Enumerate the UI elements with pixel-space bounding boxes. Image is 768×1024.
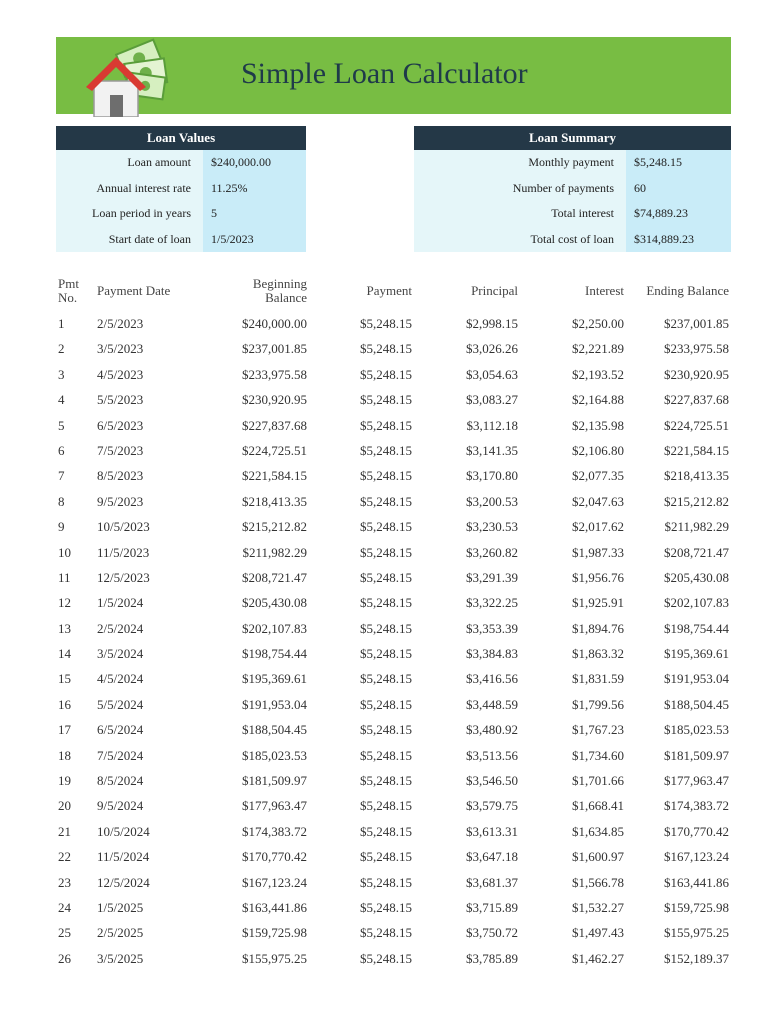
house-with-money-icon xyxy=(84,35,172,117)
loan-summary-panel xyxy=(414,126,731,252)
principal-header: Principal xyxy=(471,283,518,298)
interest-cell: $2,047.63 xyxy=(572,493,624,509)
beginning-balance-cell: $167,123.24 xyxy=(242,874,307,890)
pmt-no-cell: 20 xyxy=(58,798,71,814)
table-row xyxy=(56,413,731,438)
payment-date-cell: 9/5/2024 xyxy=(97,798,144,814)
table-row xyxy=(56,895,731,920)
principal-cell: $3,715.89 xyxy=(466,899,518,915)
payment-date-cell: 11/5/2024 xyxy=(97,849,150,865)
payment-date-cell: 6/5/2024 xyxy=(97,722,144,738)
interest-rate-input[interactable]: 11.25% xyxy=(203,176,306,202)
interest-cell: $1,894.76 xyxy=(572,620,624,636)
pmt-no-cell: 5 xyxy=(58,417,65,433)
principal-cell: $3,353.39 xyxy=(466,620,518,636)
interest-cell: $1,831.59 xyxy=(572,671,624,687)
table-header xyxy=(56,275,731,309)
interest-cell: $2,135.98 xyxy=(572,417,624,433)
principal-cell: $3,291.39 xyxy=(466,569,518,585)
payment-cell: $5,248.15 xyxy=(360,544,412,560)
payment-date-cell: 12/5/2023 xyxy=(97,569,150,585)
loan-amount-row xyxy=(56,150,306,176)
payment-cell: $5,248.15 xyxy=(360,392,412,408)
principal-cell: $3,785.89 xyxy=(466,950,518,966)
payment-cell: $5,248.15 xyxy=(360,620,412,636)
ending-balance-cell: $224,725.51 xyxy=(664,417,729,433)
payment-cell: $5,248.15 xyxy=(360,519,412,535)
interest-cell: $1,532.27 xyxy=(572,899,624,915)
payment-date-cell: 7/5/2023 xyxy=(97,442,144,458)
principal-cell: $3,170.80 xyxy=(466,468,518,484)
start-date-label: Start date of loan xyxy=(56,227,203,253)
payment-date-cell: 1/5/2024 xyxy=(97,595,144,611)
principal-cell: $3,200.53 xyxy=(466,493,518,509)
principal-cell: $3,054.63 xyxy=(466,366,518,382)
interest-header: Interest xyxy=(585,283,624,298)
ending-balance-cell: $170,770.42 xyxy=(664,823,729,839)
beginning-balance-cell: $221,584.15 xyxy=(242,468,307,484)
pmt-no-cell: 15 xyxy=(58,671,71,687)
payment-date-cell: 1/5/2025 xyxy=(97,899,144,915)
ending-balance-cell: $211,982.29 xyxy=(664,519,729,535)
total-cost-value: $314,889.23 xyxy=(626,227,731,253)
payment-cell: $5,248.15 xyxy=(360,823,412,839)
table-row xyxy=(56,768,731,793)
payment-cell: $5,248.15 xyxy=(360,316,412,331)
interest-cell: $1,863.32 xyxy=(572,646,624,662)
table-row xyxy=(56,844,731,869)
beginning-balance-cell: $237,001.85 xyxy=(242,341,307,357)
number-of-payments-value: 60 xyxy=(626,176,731,202)
payment-cell: $5,248.15 xyxy=(360,671,412,687)
payment-date-cell: 9/5/2023 xyxy=(97,493,144,509)
ending-balance-cell: $177,963.47 xyxy=(664,773,729,789)
total-cost-label: Total cost of loan xyxy=(414,227,626,253)
payment-cell: $5,248.15 xyxy=(360,417,412,433)
start-date-row xyxy=(56,227,306,253)
principal-cell: $3,513.56 xyxy=(466,747,518,763)
ending-balance-cell: $215,212.82 xyxy=(664,493,729,509)
beginning-balance-cell: $233,975.58 xyxy=(242,366,307,382)
table-row xyxy=(56,514,731,539)
title-banner xyxy=(56,37,731,114)
table-row xyxy=(56,336,731,361)
loan-period-row xyxy=(56,201,306,227)
table-row xyxy=(56,793,731,818)
interest-cell: $2,250.00 xyxy=(572,316,624,331)
principal-cell: $3,546.50 xyxy=(466,773,518,789)
ending-balance-header: Ending Balance xyxy=(646,283,729,298)
beginning-balance-cell: $188,504.45 xyxy=(242,722,307,738)
payment-date-cell: 6/5/2023 xyxy=(97,417,144,433)
table-row xyxy=(56,641,731,666)
ending-balance-cell: $174,383.72 xyxy=(664,798,729,814)
table-row xyxy=(56,819,731,844)
beginning-balance-header xyxy=(253,277,307,305)
interest-cell: $1,925.91 xyxy=(572,595,624,611)
ending-balance-cell: $221,584.15 xyxy=(664,442,729,458)
payment-date-cell: 7/5/2024 xyxy=(97,747,144,763)
principal-cell: $3,416.56 xyxy=(466,671,518,687)
table-row xyxy=(56,438,731,463)
interest-rate-label: Annual interest rate xyxy=(56,176,203,202)
beginning-balance-cell: $155,975.25 xyxy=(242,950,307,966)
loan-values-heading: Loan Values xyxy=(56,126,306,150)
beginning-header-line1: Beginning xyxy=(252,276,307,291)
table-row xyxy=(56,666,731,691)
interest-cell: $1,462.27 xyxy=(572,950,624,966)
table-row xyxy=(56,946,731,971)
start-date-input[interactable]: 1/5/2023 xyxy=(203,227,306,253)
loan-summary-heading: Loan Summary xyxy=(414,126,731,150)
table-row xyxy=(56,717,731,742)
ending-balance-cell: $191,953.04 xyxy=(664,671,729,687)
beginning-balance-cell: $170,770.42 xyxy=(242,849,307,865)
pmt-no-cell: 16 xyxy=(58,696,71,712)
principal-cell: $3,480.92 xyxy=(466,722,518,738)
pmt-no-cell: 7 xyxy=(58,468,65,484)
interest-cell: $1,634.85 xyxy=(572,823,624,839)
pmt-no-cell: 19 xyxy=(58,773,71,789)
interest-cell: $1,987.33 xyxy=(572,544,624,560)
payment-date-header: Payment Date xyxy=(97,283,171,298)
pmt-no-cell: 26 xyxy=(58,950,71,966)
ending-balance-cell: $208,721.47 xyxy=(664,544,729,560)
payment-date-cell: 4/5/2023 xyxy=(97,366,144,382)
payment-cell: $5,248.15 xyxy=(360,722,412,738)
principal-cell: $3,141.35 xyxy=(466,442,518,458)
payment-cell: $5,248.15 xyxy=(360,646,412,662)
ending-balance-cell: $163,441.86 xyxy=(664,874,729,890)
beginning-balance-cell: $224,725.51 xyxy=(242,442,307,458)
payment-cell: $5,248.15 xyxy=(360,798,412,814)
payment-cell: $5,248.15 xyxy=(360,493,412,509)
table-row xyxy=(56,387,731,412)
interest-cell: $2,017.62 xyxy=(572,519,624,535)
pmt-no-cell: 4 xyxy=(58,392,65,408)
pmt-no-cell: 24 xyxy=(58,899,71,915)
ending-balance-cell: $181,509.97 xyxy=(664,747,729,763)
payment-cell: $5,248.15 xyxy=(360,696,412,712)
interest-cell: $2,077.35 xyxy=(572,468,624,484)
pmt-no-cell: 17 xyxy=(58,722,71,738)
interest-cell: $1,734.60 xyxy=(572,747,624,763)
payment-cell: $5,248.15 xyxy=(360,773,412,789)
interest-cell: $2,221.89 xyxy=(572,341,624,357)
table-row xyxy=(56,743,731,768)
interest-cell: $1,566.78 xyxy=(572,874,624,890)
payment-cell: $5,248.15 xyxy=(360,366,412,382)
pmt-no-cell: 13 xyxy=(58,620,71,636)
beginning-balance-cell: $230,920.95 xyxy=(242,392,307,408)
loan-period-label: Loan period in years xyxy=(56,201,203,227)
interest-cell: $1,497.43 xyxy=(572,925,624,941)
pmt-no-cell: 21 xyxy=(58,823,71,839)
interest-rate-row xyxy=(56,176,306,202)
principal-cell: $3,230.53 xyxy=(466,519,518,535)
amortization-table xyxy=(56,275,731,966)
beginning-balance-cell: $177,963.47 xyxy=(242,798,307,814)
pmt-no-header xyxy=(58,277,79,305)
beginning-balance-cell: $185,023.53 xyxy=(242,747,307,763)
pmt-no-cell: 8 xyxy=(58,493,65,509)
payment-cell: $5,248.15 xyxy=(360,595,412,611)
total-interest-value: $74,889.23 xyxy=(626,201,731,227)
pmt-header-line2: No. xyxy=(58,290,78,305)
beginning-balance-cell: $208,721.47 xyxy=(242,569,307,585)
payment-date-cell: 10/5/2023 xyxy=(97,519,150,535)
table-row xyxy=(56,920,731,945)
interest-cell: $1,668.41 xyxy=(572,798,624,814)
loan-values-panel xyxy=(56,126,306,252)
pmt-no-cell: 22 xyxy=(58,849,71,865)
payment-cell: $5,248.15 xyxy=(360,341,412,357)
payment-date-cell: 3/5/2025 xyxy=(97,950,144,966)
beginning-balance-cell: $159,725.98 xyxy=(242,925,307,941)
pmt-no-cell: 12 xyxy=(58,595,71,611)
total-cost-row xyxy=(414,227,731,253)
number-of-payments-label: Number of payments xyxy=(414,176,626,202)
pmt-no-cell: 10 xyxy=(58,544,71,560)
interest-cell: $1,767.23 xyxy=(572,722,624,738)
pmt-no-cell: 18 xyxy=(58,747,71,763)
payment-date-cell: 8/5/2024 xyxy=(97,773,144,789)
beginning-balance-cell: $195,369.61 xyxy=(242,671,307,687)
pmt-no-cell: 25 xyxy=(58,925,71,941)
principal-cell: $3,083.27 xyxy=(466,392,518,408)
ending-balance-cell: $227,837.68 xyxy=(664,392,729,408)
pmt-no-cell: 3 xyxy=(58,366,65,382)
beginning-balance-cell: $205,430.08 xyxy=(242,595,307,611)
ending-balance-cell: $237,001.85 xyxy=(664,316,729,331)
table-body xyxy=(56,311,731,971)
payment-cell: $5,248.15 xyxy=(360,925,412,941)
ending-balance-cell: $233,975.58 xyxy=(664,341,729,357)
payment-cell: $5,248.15 xyxy=(360,950,412,966)
beginning-balance-cell: $240,000.00 xyxy=(242,316,307,331)
pmt-no-cell: 1 xyxy=(58,316,65,331)
ending-balance-cell: $152,189.37 xyxy=(664,950,729,966)
pmt-no-cell: 9 xyxy=(58,519,65,535)
loan-amount-label: Loan amount xyxy=(56,150,203,176)
beginning-header-line2: Balance xyxy=(265,290,307,305)
interest-cell: $2,106.80 xyxy=(572,442,624,458)
total-interest-label: Total interest xyxy=(414,201,626,227)
number-of-payments-row xyxy=(414,176,731,202)
pmt-no-cell: 6 xyxy=(58,442,65,458)
beginning-balance-cell: $163,441.86 xyxy=(242,899,307,915)
monthly-payment-row xyxy=(414,150,731,176)
payment-cell: $5,248.15 xyxy=(360,849,412,865)
payment-cell: $5,248.15 xyxy=(360,747,412,763)
payment-date-cell: 5/5/2023 xyxy=(97,392,144,408)
payment-header: Payment xyxy=(366,283,412,298)
pmt-no-cell: 11 xyxy=(58,569,71,585)
ending-balance-cell: $159,725.98 xyxy=(664,899,729,915)
page-title: Simple Loan Calculator xyxy=(241,57,528,90)
monthly-payment-label: Monthly payment xyxy=(414,150,626,176)
ending-balance-cell: $202,107.83 xyxy=(664,595,729,611)
beginning-balance-cell: $215,212.82 xyxy=(242,519,307,535)
payment-date-cell: 4/5/2024 xyxy=(97,671,144,687)
beginning-balance-cell: $211,982.29 xyxy=(242,544,307,560)
interest-cell: $2,193.52 xyxy=(572,366,624,382)
pmt-header-line1: Pmt xyxy=(58,276,79,291)
payment-date-cell: 8/5/2023 xyxy=(97,468,144,484)
total-interest-row xyxy=(414,201,731,227)
payment-cell: $5,248.15 xyxy=(360,569,412,585)
interest-cell: $2,164.88 xyxy=(572,392,624,408)
table-row xyxy=(56,311,731,336)
loan-amount-input[interactable]: $240,000.00 xyxy=(203,150,306,176)
payment-date-cell: 5/5/2024 xyxy=(97,696,144,712)
principal-cell: $3,026.26 xyxy=(466,341,518,357)
beginning-balance-cell: $218,413.35 xyxy=(242,493,307,509)
principal-cell: $3,681.37 xyxy=(466,874,518,890)
interest-cell: $1,956.76 xyxy=(572,569,624,585)
monthly-payment-value: $5,248.15 xyxy=(626,150,731,176)
ending-balance-cell: $230,920.95 xyxy=(664,366,729,382)
payment-cell: $5,248.15 xyxy=(360,899,412,915)
principal-cell: $3,384.83 xyxy=(466,646,518,662)
beginning-balance-cell: $202,107.83 xyxy=(242,620,307,636)
payment-date-cell: 12/5/2024 xyxy=(97,874,150,890)
table-row xyxy=(56,540,731,565)
ending-balance-cell: $167,123.24 xyxy=(664,849,729,865)
table-row xyxy=(56,565,731,590)
ending-balance-cell: $155,975.25 xyxy=(664,925,729,941)
loan-period-input[interactable]: 5 xyxy=(203,201,306,227)
principal-cell: $3,112.18 xyxy=(466,417,518,433)
interest-cell: $1,600.97 xyxy=(572,849,624,865)
ending-balance-cell: $205,430.08 xyxy=(664,569,729,585)
beginning-balance-cell: $174,383.72 xyxy=(242,823,307,839)
pmt-no-cell: 23 xyxy=(58,874,71,890)
ending-balance-cell: $188,504.45 xyxy=(664,696,729,712)
beginning-balance-cell: $191,953.04 xyxy=(242,696,307,712)
principal-cell: $3,260.82 xyxy=(466,544,518,560)
principal-cell: $3,750.72 xyxy=(466,925,518,941)
table-row xyxy=(56,489,731,514)
payment-cell: $5,248.15 xyxy=(360,468,412,484)
interest-cell: $1,701.66 xyxy=(572,773,624,789)
principal-cell: $2,998.15 xyxy=(466,316,518,331)
principal-cell: $3,613.31 xyxy=(466,823,518,839)
table-row xyxy=(56,616,731,641)
principal-cell: $3,647.18 xyxy=(466,849,518,865)
payment-cell: $5,248.15 xyxy=(360,874,412,890)
pmt-no-cell: 2 xyxy=(58,341,65,357)
payment-date-cell: 10/5/2024 xyxy=(97,823,150,839)
principal-cell: $3,448.59 xyxy=(466,696,518,712)
beginning-balance-cell: $227,837.68 xyxy=(242,417,307,433)
table-row xyxy=(56,590,731,615)
table-row xyxy=(56,870,731,895)
payment-cell: $5,248.15 xyxy=(360,442,412,458)
principal-cell: $3,579.75 xyxy=(466,798,518,814)
payment-date-cell: 2/5/2023 xyxy=(97,316,144,331)
payment-date-cell: 3/5/2024 xyxy=(97,646,144,662)
table-row xyxy=(56,362,731,387)
ending-balance-cell: $198,754.44 xyxy=(664,620,729,636)
principal-cell: $3,322.25 xyxy=(466,595,518,611)
payment-date-cell: 2/5/2025 xyxy=(97,925,144,941)
payment-date-cell: 2/5/2024 xyxy=(97,620,144,636)
beginning-balance-cell: $181,509.97 xyxy=(242,773,307,789)
beginning-balance-cell: $198,754.44 xyxy=(242,646,307,662)
ending-balance-cell: $218,413.35 xyxy=(664,468,729,484)
payment-date-cell: 11/5/2023 xyxy=(97,544,150,560)
payment-date-cell: 3/5/2023 xyxy=(97,341,144,357)
ending-balance-cell: $185,023.53 xyxy=(664,722,729,738)
pmt-no-cell: 14 xyxy=(58,646,71,662)
ending-balance-cell: $195,369.61 xyxy=(664,646,729,662)
interest-cell: $1,799.56 xyxy=(572,696,624,712)
table-row xyxy=(56,692,731,717)
table-row xyxy=(56,463,731,488)
